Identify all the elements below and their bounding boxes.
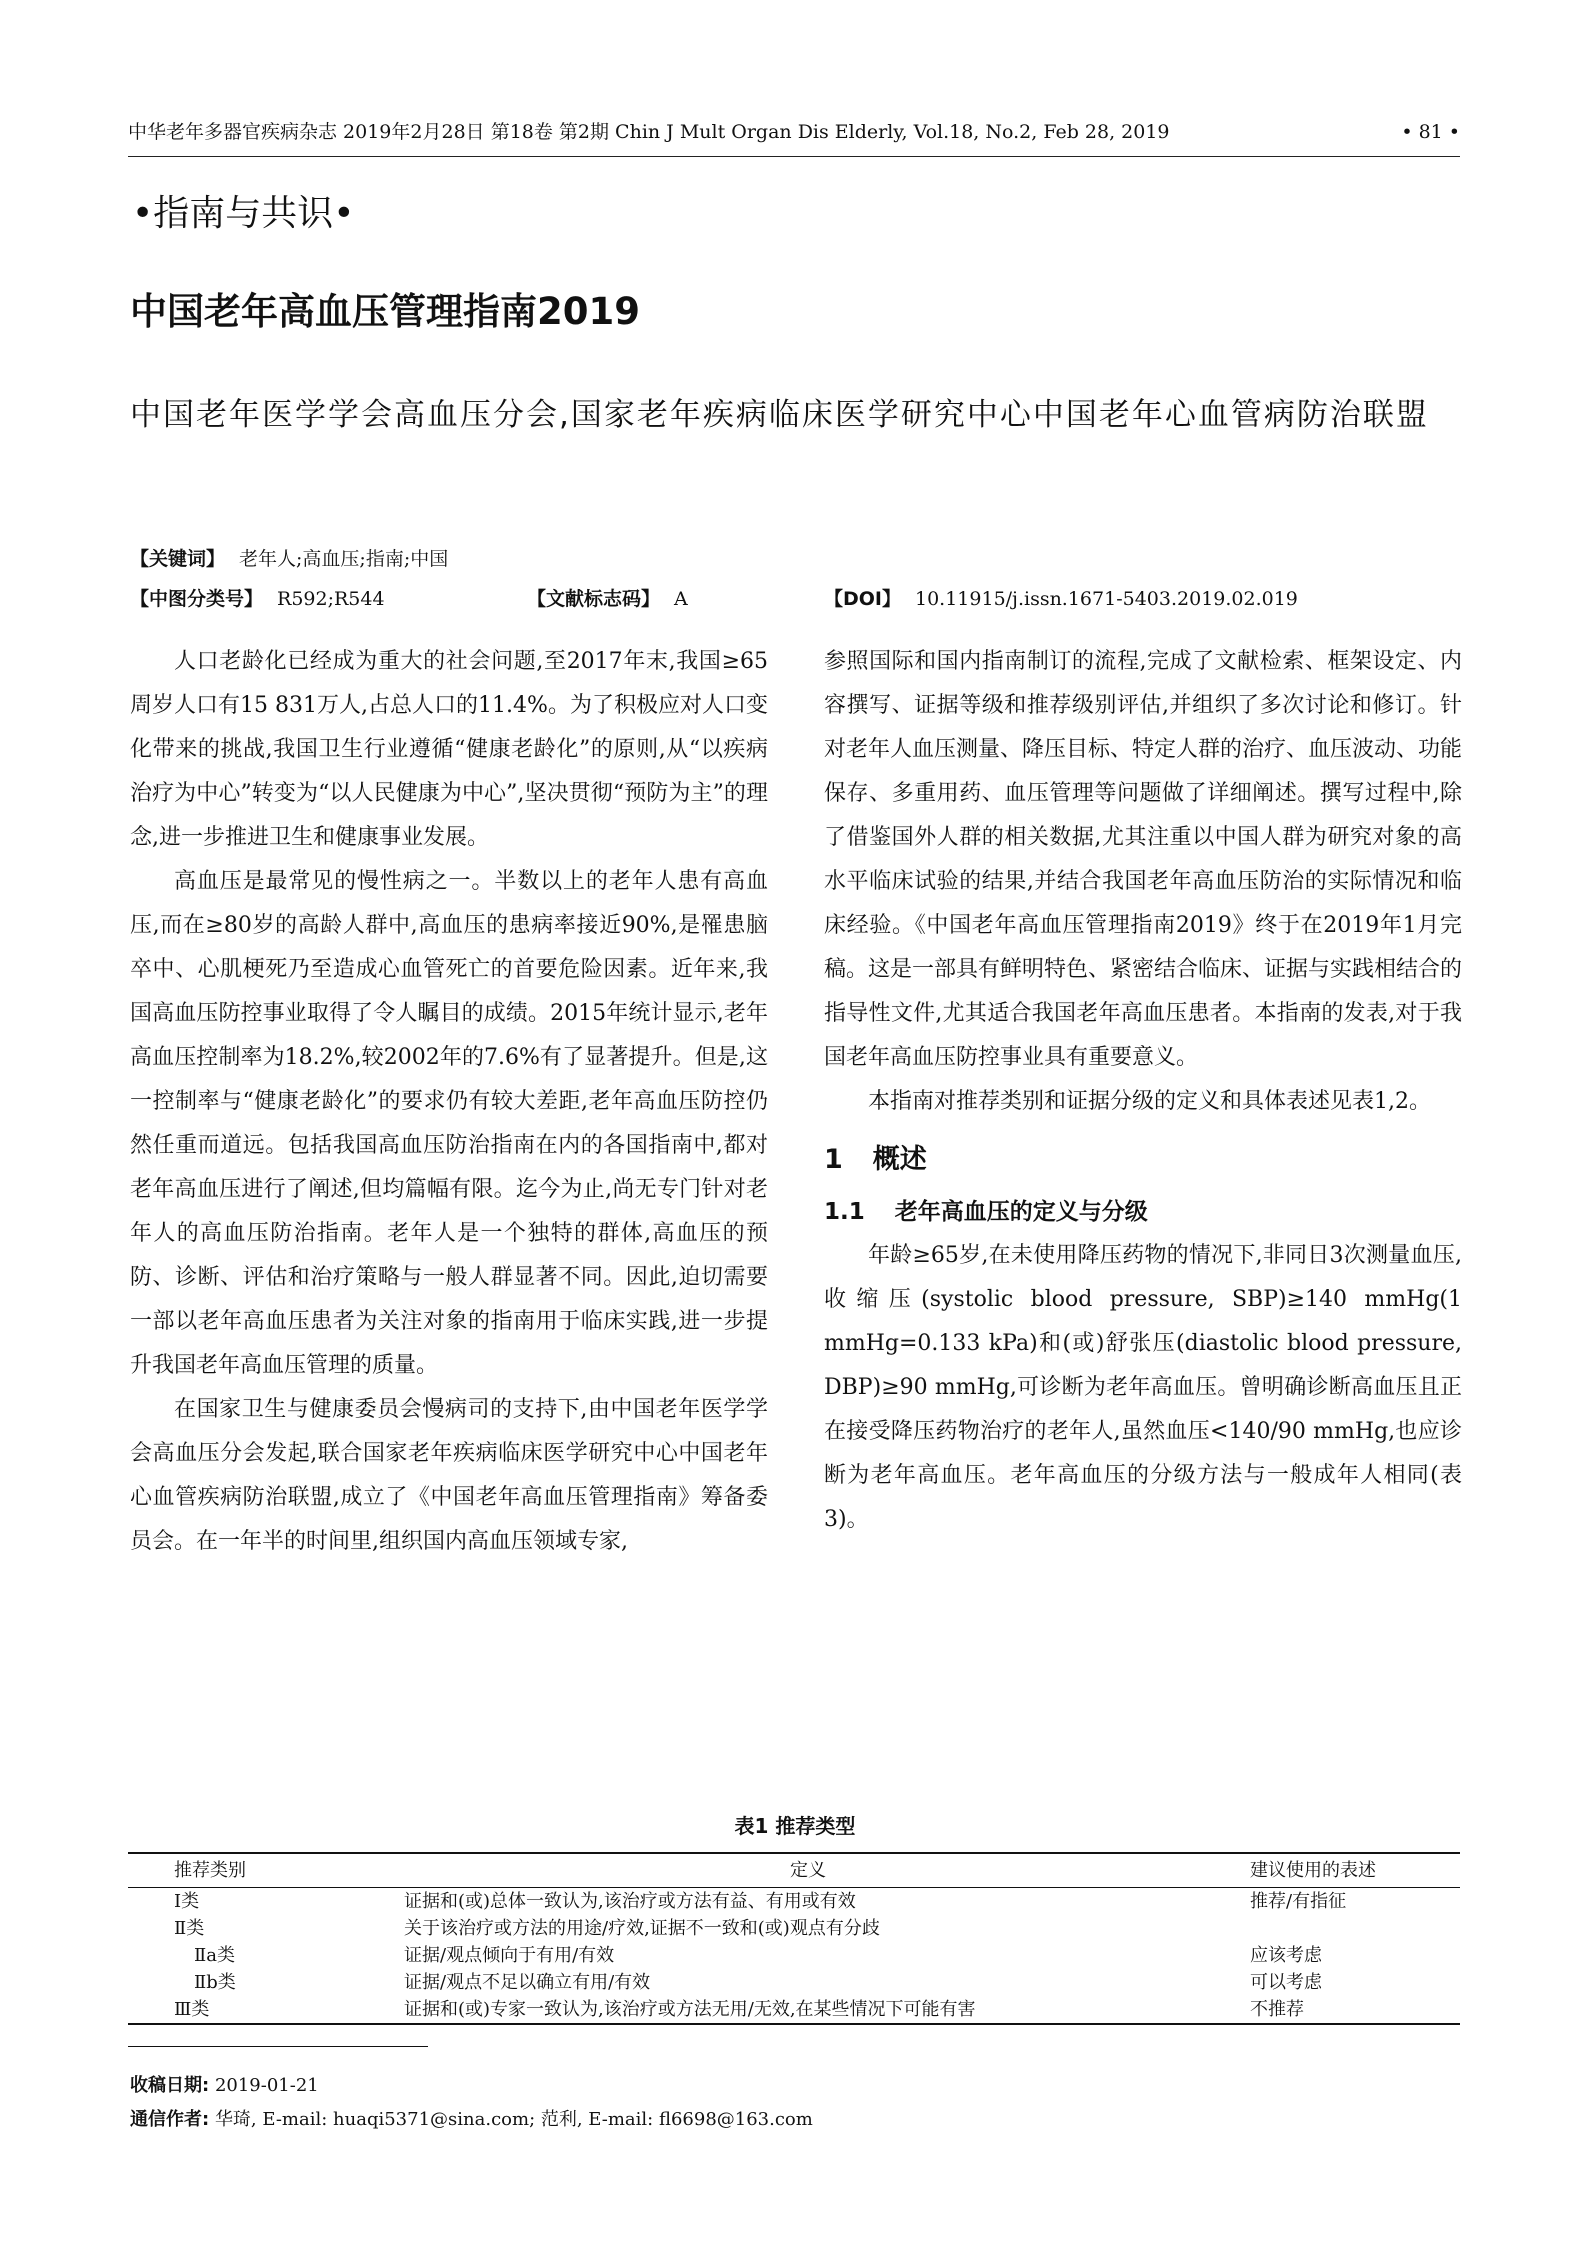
recommendation-table — [128, 1852, 1460, 2025]
paragraph: 年龄≥65岁,在未使用降压药物的情况下,非同日3次测量血压,收缩压(systolic blood pressure, SBP)≥140 mmHg(1 mmHg=0.133 kPa)和(或)舒张压(diastolic blood pressure, DBP)≥90 mmHg,可诊断为老年高血压。曾明确诊断高血压且正在接受降压药物治疗的老年人,虽然血压<140/90 mmHg,也应诊断为老年高血压。老年高血压的分级方法与一般成年人相同(表3)。 — [824, 1243, 1462, 1532]
body-right-column — [824, 640, 1462, 1542]
corresponding-value: 华琦, E-mail: huaqi5371@sina.com; 范利, E-mail: fl6698@163.com — [214, 2109, 813, 2130]
paragraph: 人口老龄化已经成为重大的社会问题,至2017年末,我国≥65周岁人口有15 831万人,占总人口的11.4%。为了积极应对人口变化带来的挑战,我国卫生行业遵循“健康老龄化”的原则,从“以疾病治疗为中心”转变为“以人民健康为中心”,坚决贯彻“预防为主”的理念,进一步推进卫生和健康事业发展。 — [130, 649, 768, 850]
keywords-label: 【关键词】 — [130, 548, 226, 570]
page-number: • 81 • — [1401, 121, 1460, 143]
body-left-column — [130, 640, 768, 1564]
table-cell: 证据/观点不足以确立有用/有效 — [404, 1972, 651, 1993]
subsection-title: 老年高血压的定义与分级 — [894, 1199, 1148, 1225]
doi-line — [824, 585, 1298, 613]
paragraph-continued: 参照国际和国内指南制订的流程,完成了文献检索、框架设定、内容撰写、证据等级和推荐级别评估,并组织了多次讨论和修订。针对老年人血压测量、降压目标、特定人群的治疗、血压波动、功能保存、多重用药、血压管理等问题做了详细阐述。撰写过程中,除了借鉴国外人群的相关数据,尤其注重以中国人群为研究对象的高水平临床试验的结果,并结合我国老年高血压防治的实际情况和临床经验。《中国老年高血压管理指南2019》终于在2019年1月完稿。这是一部具有鲜明特色、紧密结合临床、证据与实践相结合的指导性文件,尤其适合我国老年高血压患者。本指南的发表,对于我国老年高血压防控事业具有重要意义。 — [824, 649, 1463, 1070]
section-heading — [824, 1138, 1462, 1182]
authors: 中国老年医学学会高血压分会,国家老年疾病临床医学研究中心中国老年心血管病防治联盟 — [130, 397, 1429, 433]
table-cell: 证据和(或)总体一致认为,该治疗或方法有益、有用或有效 — [404, 1891, 856, 1912]
journal-citation: 中华老年多器官疾病杂志 2019年2月28日 第18卷 第2期 Chin J Mult Organ Dis Elderly, Vol.18, No.2, Feb 28, 2019 — [128, 121, 1170, 143]
classification-line — [130, 585, 385, 613]
document-code-line — [527, 585, 688, 613]
table-cell: 不推荐 — [1250, 1999, 1304, 2020]
table-cell: 证据和(或)专家一致认为,该治疗或方法无用/无效,在某些情况下可能有害 — [404, 1999, 976, 2020]
table-cell: Ⅱb类 — [194, 1972, 236, 1993]
received-label: 收稿日期: — [130, 2075, 210, 2096]
footnote-divider — [128, 2046, 428, 2047]
paragraph: 本指南对推荐类别和证据分级的定义和具体表述见表1,2。 — [868, 1089, 1431, 1114]
table-row — [128, 1996, 1460, 2024]
table-cell: 证据/观点倾向于有用/有效 — [404, 1945, 615, 1966]
section-number: 1 — [824, 1144, 843, 1175]
table-row — [128, 1915, 1460, 1942]
table-cell: Ⅲ类 — [174, 1999, 210, 2020]
table-cell: Ⅰ类 — [174, 1891, 200, 1912]
table-row — [128, 1888, 1460, 1916]
table-cell: Ⅱ类 — [174, 1918, 205, 1939]
table-caption: 表1 推荐类型 — [734, 1814, 856, 1838]
paragraph: 高血压是最常见的慢性病之一。半数以上的老年人患有高血压,而在≥80岁的高龄人群中,高血压的患病率接近90%,是罹患脑卒中、心肌梗死乃至造成心血管死亡的首要危险因素。近年来,我国高血压防控事业取得了令人瞩目的成绩。2015年统计显示,老年高血压控制率为18.2%,较2002年的7.6%有了显著提升。但是,这一控制率与“健康老龄化”的要求仍有较大差距,老年高血压防控仍然任重而道远。包括我国高血压防治指南在内的各国指南中,都对老年高血压进行了阐述,但均篇幅有限。迄今为止,尚无专门针对老年人的高血压防治指南。老年人是一个独特的群体,高血压的预防、诊断、评估和治疗策略与一般人群显著不同。因此,迫切需要一部以老年高血压患者为关注对象的指南用于临床实践,进一步提升我国老年高血压管理的质量。 — [130, 869, 768, 1378]
section-title: 概述 — [872, 1144, 927, 1175]
doi-link[interactable]: 10.11915/j.issn.1671-5403.2019.02.019 — [915, 588, 1298, 610]
document-code-value: A — [674, 588, 688, 610]
paragraph: 在国家卫生与健康委员会慢病司的支持下,由中国老年医学学会高血压分会发起,联合国家老年疾病临床医学研究中心中国老年心血管疾病防治联盟,成立了《中国老年高血压管理指南》筹备委员会。在一年半的时间里,组织国内高血压领域专家, — [130, 1397, 768, 1554]
classification-value: R592;R544 — [277, 588, 385, 610]
table-cell — [1212, 1915, 1460, 1942]
section-tag: •指南与共识• — [132, 193, 355, 234]
table-header-row — [128, 1853, 1460, 1888]
corresponding-author — [130, 2106, 813, 2134]
document-code-label: 【文献标志码】 — [527, 588, 661, 610]
received-value: 2019-01-21 — [214, 2075, 319, 2096]
column-header: 建议使用的表述 — [1250, 1860, 1376, 1881]
column-header: 定义 — [790, 1860, 826, 1881]
table-cell: 推荐/有指征 — [1250, 1891, 1347, 1912]
keywords-line — [130, 545, 448, 573]
table-row — [128, 1942, 1460, 1969]
received-date — [130, 2072, 319, 2100]
subsection-heading — [824, 1190, 1462, 1234]
doi-label: 【DOI】 — [824, 588, 901, 610]
running-header — [128, 118, 1460, 157]
subsection-number: 1.1 — [824, 1199, 865, 1225]
corresponding-label: 通信作者: — [130, 2109, 210, 2130]
table-cell: 关于该治疗或方法的用途/疗效,证据不一致和(或)观点有分歧 — [404, 1918, 880, 1939]
article-title: 中国老年高血压管理指南2019 — [130, 290, 640, 333]
classification-label: 【中图分类号】 — [130, 588, 264, 610]
column-header: 推荐类别 — [174, 1860, 246, 1881]
table-cell: Ⅱa类 — [194, 1945, 235, 1966]
table-row — [128, 1969, 1460, 1996]
table-cell: 可以考虑 — [1250, 1972, 1322, 1993]
table-cell: 应该考虑 — [1250, 1945, 1322, 1966]
keywords-value: 老年人;高血压;指南;中国 — [239, 548, 449, 570]
